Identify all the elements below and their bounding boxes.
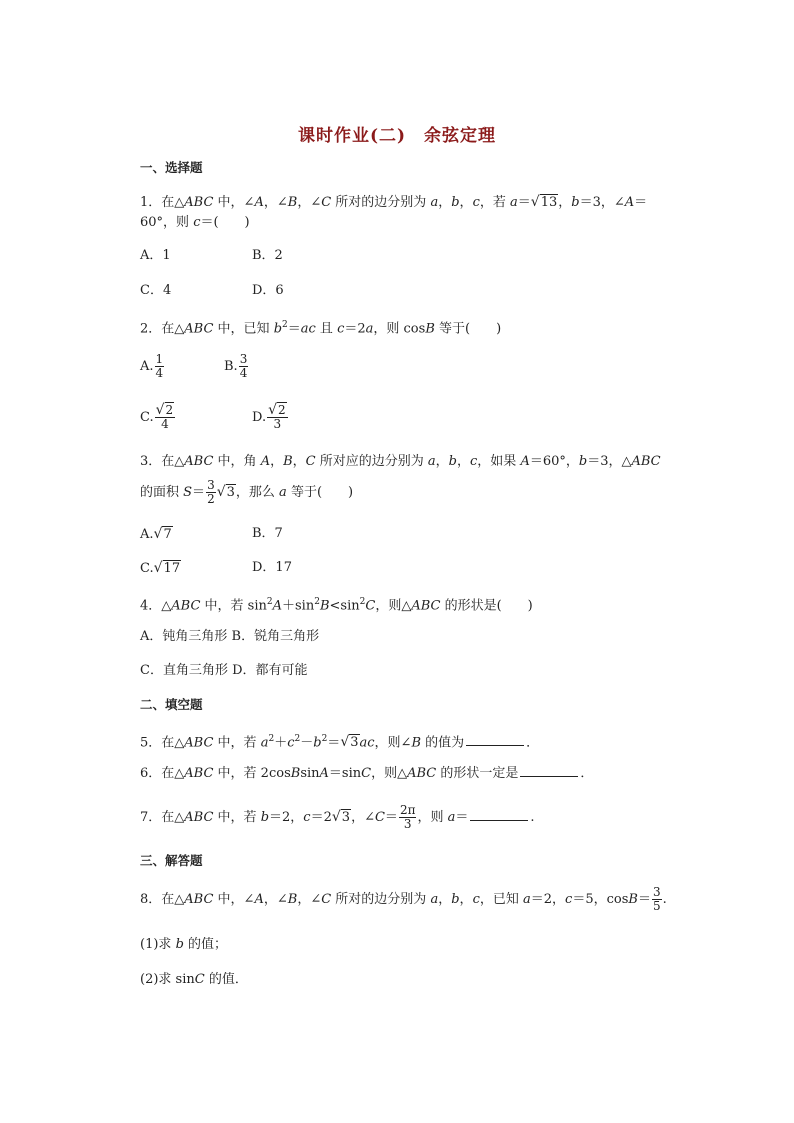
- q3-option-c[interactable]: C.√17: [140, 560, 181, 576]
- question-8-part-2: (2)求 sinC 的值．: [140, 972, 248, 987]
- q3-option-d[interactable]: D．17: [252, 560, 292, 575]
- question-4-options-ab[interactable]: A．钝角三角形 B．锐角三角形: [140, 629, 320, 644]
- q1-option-c[interactable]: C．4: [140, 283, 172, 298]
- question-2-options-cd: [140, 400, 286, 436]
- question-1-options-ab: [140, 246, 283, 266]
- question-3-line-2: 的面积 S＝ $\frac{3}{2}$ √3，那么 a 等于( ): [140, 478, 354, 506]
- answer-blank-5[interactable]: [466, 745, 524, 746]
- page-title: 课时作业(二) 余弦定理: [297, 126, 497, 146]
- section-heading-solve: 三、解答题: [140, 853, 203, 868]
- q2-option-c[interactable]: C. $\frac{√2}{4}$: [140, 402, 174, 431]
- q3-option-a[interactable]: A.√7: [140, 526, 172, 542]
- question-7: 7．在△ABC 中，若 b＝2，c＝2√3，∠C＝ $\frac{2\pi}{3}$ ，则 a＝ .: [140, 803, 535, 831]
- question-5: 5．在△ABC 中，若 $a^2+c^2-b^2=√3ac$，则∠B 的值为 ．: [140, 734, 540, 751]
- answer-blank-7[interactable]: [470, 820, 528, 821]
- q1-option-d[interactable]: D．6: [252, 283, 284, 298]
- question-8: 8．在△ABC 中，∠A，∠B，∠C 所对的边分别为 a，b，c，已知 a＝2，c＝5，cosB＝ $\frac{3}{5}$ .: [140, 885, 667, 913]
- question-2-options-ab: [140, 350, 248, 384]
- sqrt-13: √13: [530, 194, 558, 210]
- section-heading-choice: 一、选择题: [140, 160, 203, 175]
- q1-option-a[interactable]: A．1: [140, 248, 171, 263]
- question-1-line-1: 1．在△ABC 中，∠A，∠B，∠C 所对的边分别为 a，b，c，若 a＝√13，b＝3，∠A＝: [140, 192, 647, 213]
- section-heading-fill: 二、填空题: [140, 697, 203, 712]
- q2-option-b[interactable]: B. $\frac{3}{4}$: [224, 352, 248, 380]
- q1-option-b[interactable]: B．2: [252, 248, 283, 263]
- question-3-options-ab: [140, 524, 283, 545]
- question-3-line-1: 3．在△ABC 中，角 A，B，C 所对应的边分别为 a，b，c，如果 A＝60°，b＝3，△ABC: [140, 454, 661, 469]
- q2-option-a[interactable]: A. $\frac{1}{4}$: [140, 352, 164, 380]
- answer-blank-6[interactable]: [520, 776, 578, 777]
- question-4-options-cd[interactable]: C．直角三角形 D．都有可能: [140, 663, 308, 678]
- question-8-part-1: (1)求 b 的值；: [140, 937, 228, 952]
- question-6: 6．在△ABC 中，若 2cosBsinA＝sinC，则△ABC 的形状一定是 ．: [140, 766, 594, 781]
- question-3-options-cd: [140, 558, 292, 579]
- question-1-line-2: 60°，则 c＝( ): [140, 215, 250, 230]
- q3-option-b[interactable]: B．7: [252, 526, 283, 541]
- question-1-options-cd: [140, 281, 284, 301]
- question-2: 2．在△ABC 中，已知 $b^2=ac$ 且 c＝2a，则 cosB 等于( ): [140, 320, 502, 337]
- question-4: 4．△ABC 中，若 $\sin^2A+\sin^2B<\sin^2C$，则△ABC 的形状是( ): [140, 597, 533, 614]
- q2-option-d[interactable]: D. $\frac{√2}{3}$: [252, 402, 286, 431]
